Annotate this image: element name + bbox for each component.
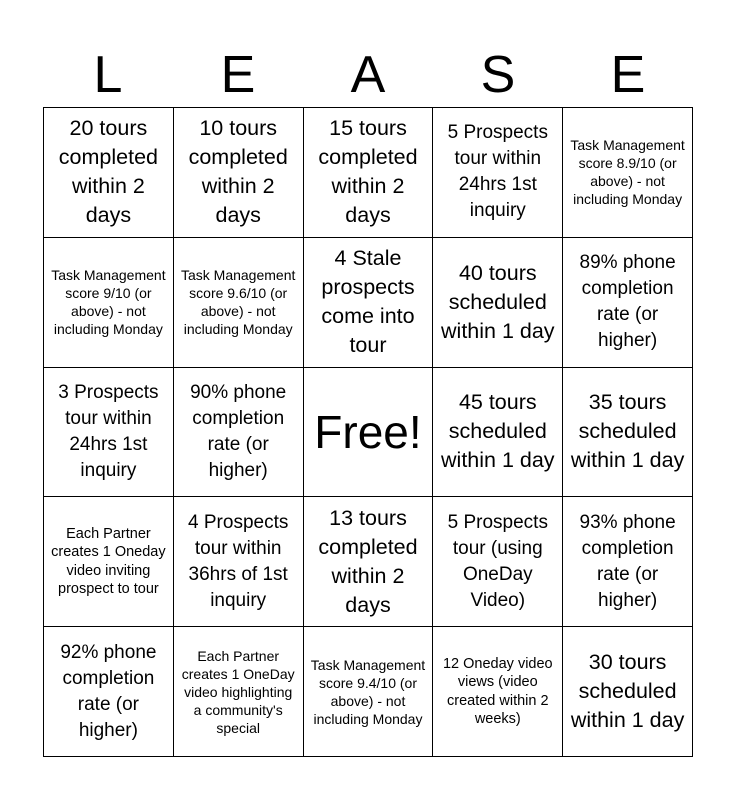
- header-letter-s: S: [480, 46, 516, 104]
- cell-text: 13 tours completed within 2 days: [318, 505, 418, 617]
- bingo-cell[interactable]: [563, 497, 693, 627]
- bingo-cell[interactable]: [304, 238, 434, 368]
- bingo-cell[interactable]: [433, 627, 563, 757]
- bingo-cell[interactable]: [44, 108, 174, 238]
- bingo-cell[interactable]: [174, 627, 304, 757]
- bingo-cell[interactable]: [304, 497, 434, 627]
- header-letter-e: E: [220, 46, 256, 104]
- header-letter-l: L: [93, 46, 123, 104]
- cell-text: 89% phone completion rate (or higher): [579, 252, 676, 352]
- bingo-header: [43, 44, 693, 106]
- bingo-cell[interactable]: [304, 627, 434, 757]
- cell-text: Each Partner creates 1 OneDay video highlighting a community's special: [181, 647, 295, 736]
- free-cell[interactable]: [304, 368, 434, 498]
- cell-text: 5 Prospects tour within 24hrs 1st inquiry: [447, 122, 548, 222]
- cell-text: 12 Oneday video views (video created within 2 weeks): [442, 655, 553, 728]
- bingo-cell[interactable]: [44, 627, 174, 757]
- free-cell-text: Free!: [314, 405, 422, 458]
- bingo-grid: [43, 107, 693, 757]
- cell-text: Task Management score 9.4/10 (or above) - not including Monday: [310, 656, 426, 727]
- cell-text: 5 Prospects tour (using OneDay Video): [447, 511, 548, 611]
- cell-text: Each Partner creates 1 Oneday video inviting prospect to tour: [51, 525, 166, 598]
- cell-text: 3 Prospects tour within 24hrs 1st inquiry: [58, 381, 159, 481]
- header-letter-a: A: [350, 46, 386, 104]
- header-letter-e-2: E: [610, 46, 646, 104]
- bingo-cell[interactable]: [174, 238, 304, 368]
- bingo-cell[interactable]: [44, 368, 174, 498]
- bingo-cell[interactable]: [174, 108, 304, 238]
- cell-text: Task Management score 9.6/10 (or above) - not including Monday: [180, 267, 296, 338]
- cell-text: Task Management score 8.9/10 (or above) - not including Monday: [570, 137, 685, 208]
- bingo-cell[interactable]: [44, 238, 174, 368]
- cell-text: 90% phone completion rate (or higher): [190, 381, 287, 481]
- cell-text: 20 tours completed within 2 days: [58, 116, 158, 228]
- cell-text: 40 tours scheduled within 1 day: [441, 260, 555, 343]
- cell-text: 30 tours scheduled within 1 day: [570, 650, 685, 733]
- bingo-cell[interactable]: [563, 108, 693, 238]
- bingo-cell[interactable]: [44, 497, 174, 627]
- bingo-cell[interactable]: [433, 238, 563, 368]
- bingo-cell[interactable]: [174, 497, 304, 627]
- cell-text: 35 tours scheduled within 1 day: [570, 390, 685, 473]
- cell-text: 15 tours completed within 2 days: [318, 116, 418, 228]
- bingo-cell[interactable]: [563, 238, 693, 368]
- bingo-cell[interactable]: [174, 368, 304, 498]
- cell-text: Task Management score 9/10 (or above) - not including Monday: [51, 267, 166, 338]
- cell-text: 45 tours scheduled within 1 day: [441, 390, 555, 473]
- cell-text: 92% phone completion rate (or higher): [60, 641, 157, 741]
- cell-text: 10 tours completed within 2 days: [188, 116, 288, 228]
- cell-text: 4 Stale prospects come into tour: [321, 246, 415, 358]
- bingo-cell[interactable]: [563, 627, 693, 757]
- cell-text: 93% phone completion rate (or higher): [579, 511, 676, 611]
- bingo-cell[interactable]: [433, 368, 563, 498]
- bingo-cell[interactable]: [433, 108, 563, 238]
- bingo-cell[interactable]: [563, 368, 693, 498]
- bingo-cell[interactable]: [433, 497, 563, 627]
- bingo-cell[interactable]: [304, 108, 434, 238]
- cell-text: 4 Prospects tour within 36hrs of 1st inquiry: [188, 511, 289, 611]
